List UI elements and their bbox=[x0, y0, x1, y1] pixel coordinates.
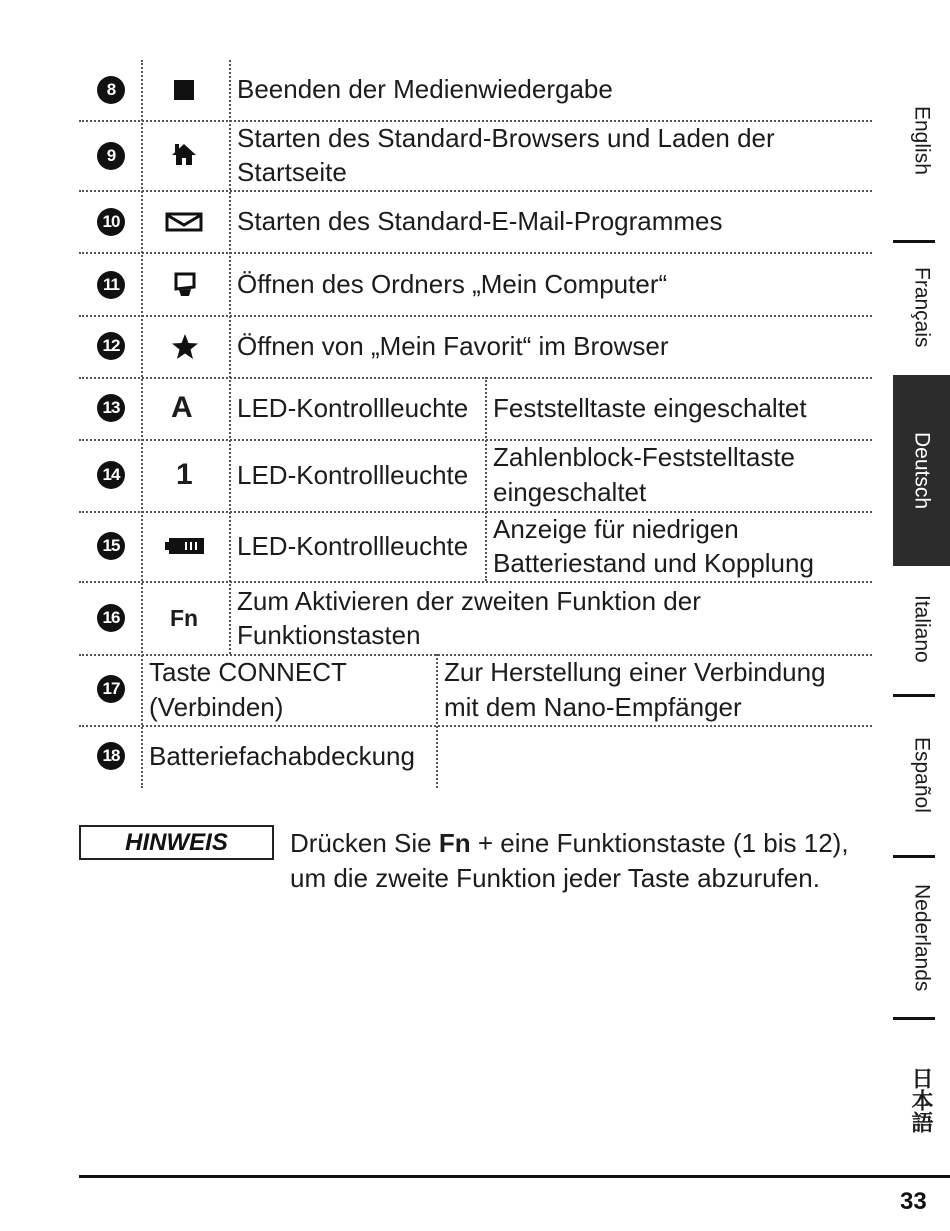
row-description: Funktionstasten bbox=[237, 620, 421, 650]
language-tab-nederlands[interactable]: Nederlands bbox=[910, 883, 934, 992]
item-number: 17 bbox=[97, 675, 125, 703]
led-label: LED-Kontrollleuchte bbox=[237, 393, 469, 423]
language-tab-italiano[interactable]: Italiano bbox=[910, 595, 934, 663]
language-separator bbox=[893, 240, 935, 243]
caps-lock-symbol: A bbox=[171, 391, 193, 424]
item-number: 14 bbox=[97, 461, 125, 489]
item-number: 9 bbox=[97, 142, 125, 170]
part-name: (Verbinden) bbox=[149, 692, 284, 722]
home-icon bbox=[170, 140, 198, 168]
row-divider bbox=[79, 511, 872, 513]
note-text: um die zweite Funktion jeder Taste abzurufen. bbox=[290, 863, 820, 893]
row-divider bbox=[79, 581, 872, 583]
row-divider bbox=[79, 315, 872, 317]
language-tab-francais[interactable]: Français bbox=[910, 267, 934, 348]
row-divider bbox=[79, 252, 872, 254]
part-name: Taste CONNECT bbox=[149, 657, 347, 687]
row-description: Batteriestand und Kopplung bbox=[493, 548, 814, 578]
row-description: Öffnen von „Mein Favorit“ im Browser bbox=[237, 331, 669, 361]
language-tab-japanese[interactable]: 日本語 bbox=[909, 1067, 934, 1133]
led-label: LED-Kontrollleuchte bbox=[237, 531, 469, 561]
language-tab-deutsch[interactable]: Deutsch bbox=[893, 375, 950, 566]
language-separator bbox=[893, 694, 935, 697]
row-description: Feststelltaste eingeschaltet bbox=[493, 393, 807, 423]
row-description: Startseite bbox=[237, 157, 347, 187]
column-divider bbox=[485, 377, 487, 581]
row-description: Zahlenblock-Feststelltaste bbox=[493, 442, 796, 472]
star-icon bbox=[170, 332, 200, 362]
row-description: mit dem Nano-Empfänger bbox=[444, 692, 742, 722]
row-description: Starten des Standard-Browsers und Laden der bbox=[237, 123, 775, 153]
mail-icon bbox=[164, 210, 204, 234]
row-divider bbox=[79, 377, 872, 379]
item-number: 13 bbox=[97, 394, 125, 422]
language-tab-espanol[interactable]: Español bbox=[910, 737, 934, 813]
led-label: LED-Kontrollleuchte bbox=[237, 460, 469, 490]
item-number: 10 bbox=[97, 208, 125, 236]
column-divider bbox=[141, 60, 143, 788]
row-divider bbox=[79, 725, 872, 727]
page-number: 33 bbox=[900, 1188, 927, 1215]
note-label: HINWEIS bbox=[79, 825, 274, 860]
row-description: Zum Aktivieren der zweiten Funktion der bbox=[237, 586, 701, 616]
item-number: 16 bbox=[97, 604, 125, 632]
num-lock-symbol: 1 bbox=[176, 458, 193, 491]
item-number: 8 bbox=[97, 76, 125, 104]
language-sidebar bbox=[893, 0, 950, 1231]
row-description: Starten des Standard-E-Mail-Programmes bbox=[237, 206, 723, 236]
row-description: Zur Herstellung einer Verbindung bbox=[444, 657, 826, 687]
row-divider bbox=[79, 190, 872, 192]
footer-rule bbox=[79, 1175, 950, 1178]
item-number: 15 bbox=[97, 532, 125, 560]
part-name: Batteriefachabdeckung bbox=[149, 741, 415, 771]
row-description: eingeschaltet bbox=[493, 477, 647, 507]
item-number: 11 bbox=[97, 271, 125, 299]
column-divider bbox=[229, 60, 231, 654]
note-text: Drücken Sie Fn + eine Funktionstaste (1 bis 12), bbox=[290, 828, 849, 858]
row-description: Beenden der Medienwiedergabe bbox=[237, 74, 613, 104]
language-tab-english[interactable]: English bbox=[910, 105, 934, 175]
row-description: Öffnen des Ordners „Mein Computer“ bbox=[237, 269, 668, 299]
column-divider bbox=[436, 654, 438, 788]
stop-icon bbox=[170, 78, 198, 102]
language-separator bbox=[893, 855, 935, 858]
row-description: Anzeige für niedrigen bbox=[493, 514, 739, 544]
language-separator bbox=[893, 1017, 935, 1020]
fn-key-symbol: Fn bbox=[170, 605, 199, 631]
battery-icon bbox=[164, 536, 206, 556]
item-number: 12 bbox=[97, 332, 125, 360]
computer-icon bbox=[172, 270, 198, 300]
item-number: 18 bbox=[97, 742, 125, 770]
